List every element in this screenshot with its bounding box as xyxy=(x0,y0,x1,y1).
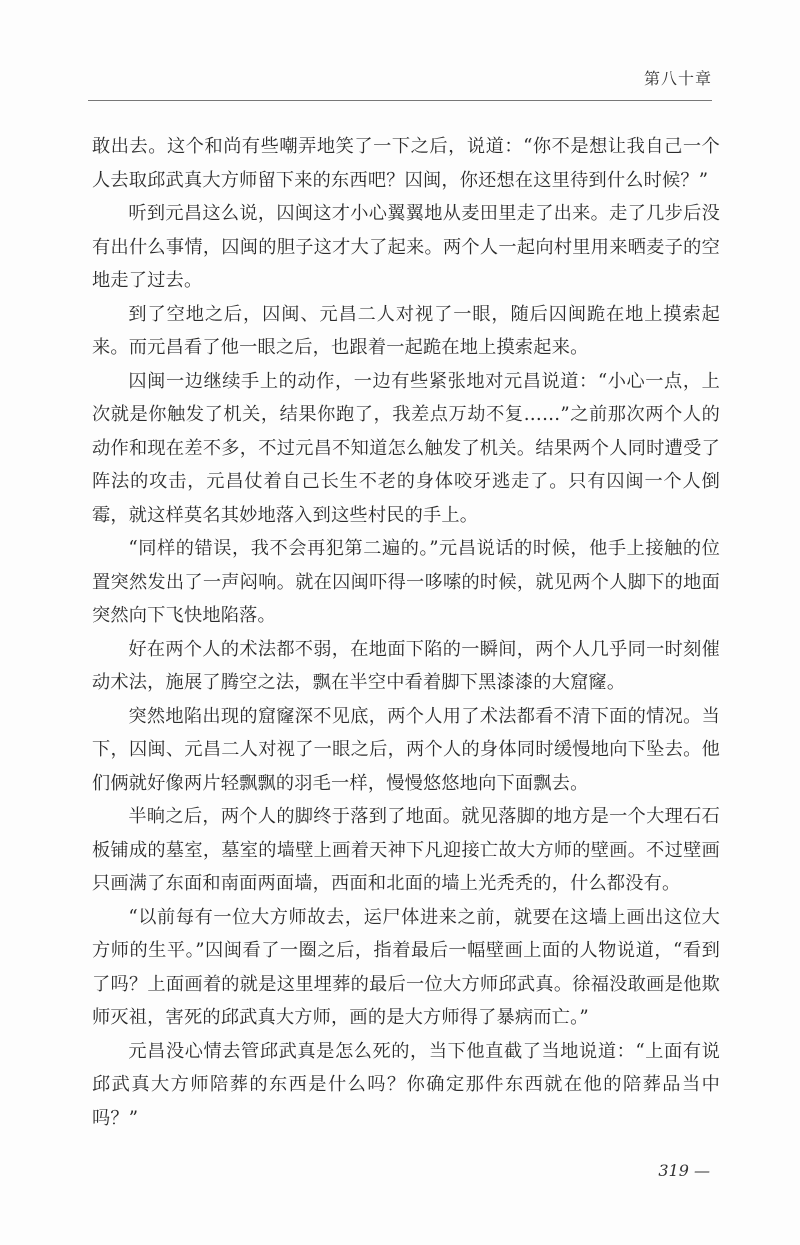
body-text xyxy=(92,130,720,1135)
paragraph: 敢出去。这个和尚有些嘲弄地笑了一下之后，说道：“你不是想让我自己一个人去取邱武真大方师留下来的东西吧？囚闽，你还想在这里待到什么时候？” xyxy=(92,136,720,191)
paragraph: “同样的错误，我不会再犯第二遍的。”元昌说话的时候，他手上接触的位置突然发出了一声闷响。就在囚闽吓得一哆嗦的时候，就见两个人脚下的地面突然向下飞快地陷落。 xyxy=(92,538,720,626)
paragraph: 元昌没心情去管邱武真是怎么死的，当下他直截了当地说道：“上面有说邱武真大方师陪葬的东西是什么吗？你确定那件东西就在他的陪葬品当中吗？” xyxy=(92,1040,720,1129)
paragraph: 听到元昌这么说，囚闽这才小心翼翼地从麦田里走了出来。走了几步后没有出什么事情，囚闽的胆子这才大了起来。两个人一起向村里用来晒麦子的空地走了过去。 xyxy=(92,203,720,291)
paragraph: “以前每有一位大方师故去，运尸体进来之前，就要在这墙上画出这位大方师的生平。”囚闽看了一圈之后，指着最后一幅壁画上面的人物说道，“看到了吗？上面画着的就是这里埋葬的最后一位大方师邱武真。徐福没敢画是他欺师灭祖，害死的邱武真大方师，画的是大方师得了暴病而亡。” xyxy=(92,906,720,1028)
paragraph: 囚闽一边继续手上的动作，一边有些紧张地对元昌说道：“小心一点，上次就是你触发了机关，结果你跑了，我差点万劫不复……”之前那次两个人的动作和现在差不多，不过元昌不知道怎么触发了机关。结果两个人同时遭受了阵法的攻击，元昌仗着自己长生不老的身体咬牙逃走了。只有囚闽一个人倒霉，就这样莫名其妙地落入到这些村民的手上。 xyxy=(92,370,720,526)
header-rule xyxy=(88,100,712,101)
chapter-running-head: 第八十章 xyxy=(643,69,712,88)
page-number: 319 — xyxy=(658,1161,710,1180)
paragraph: 到了空地之后，囚闽、元昌二人对视了一眼，随后囚闽跪在地上摸索起来。而元昌看了他一眼之后，也跟着一起跪在地上摸索起来。 xyxy=(92,303,720,358)
paragraph: 半晌之后，两个人的脚终于落到了地面。就见落脚的地方是一个大理石石板铺成的墓室，墓室的墙壁上画着天神下凡迎接亡故大方师的壁画。不过壁画只画满了东面和南面两面墙，西面和北面的墙上光秃秃的，什么都没有。 xyxy=(92,806,720,894)
paragraph: 突然地陷出现的窟窿深不见底，两个人用了术法都看不清下面的情况。当下，囚闽、元昌二人对视了一眼之后，两个人的身体同时缓慢地向下坠去。他们俩就好像两片轻飘飘的羽毛一样，慢慢悠悠地向下面飘去。 xyxy=(92,705,720,794)
paragraph: 好在两个人的术法都不弱，在地面下陷的一瞬间，两个人几乎同一时刻催动术法，施展了腾空之法，飘在半空中看着脚下黑漆漆的大窟窿。 xyxy=(92,638,720,693)
